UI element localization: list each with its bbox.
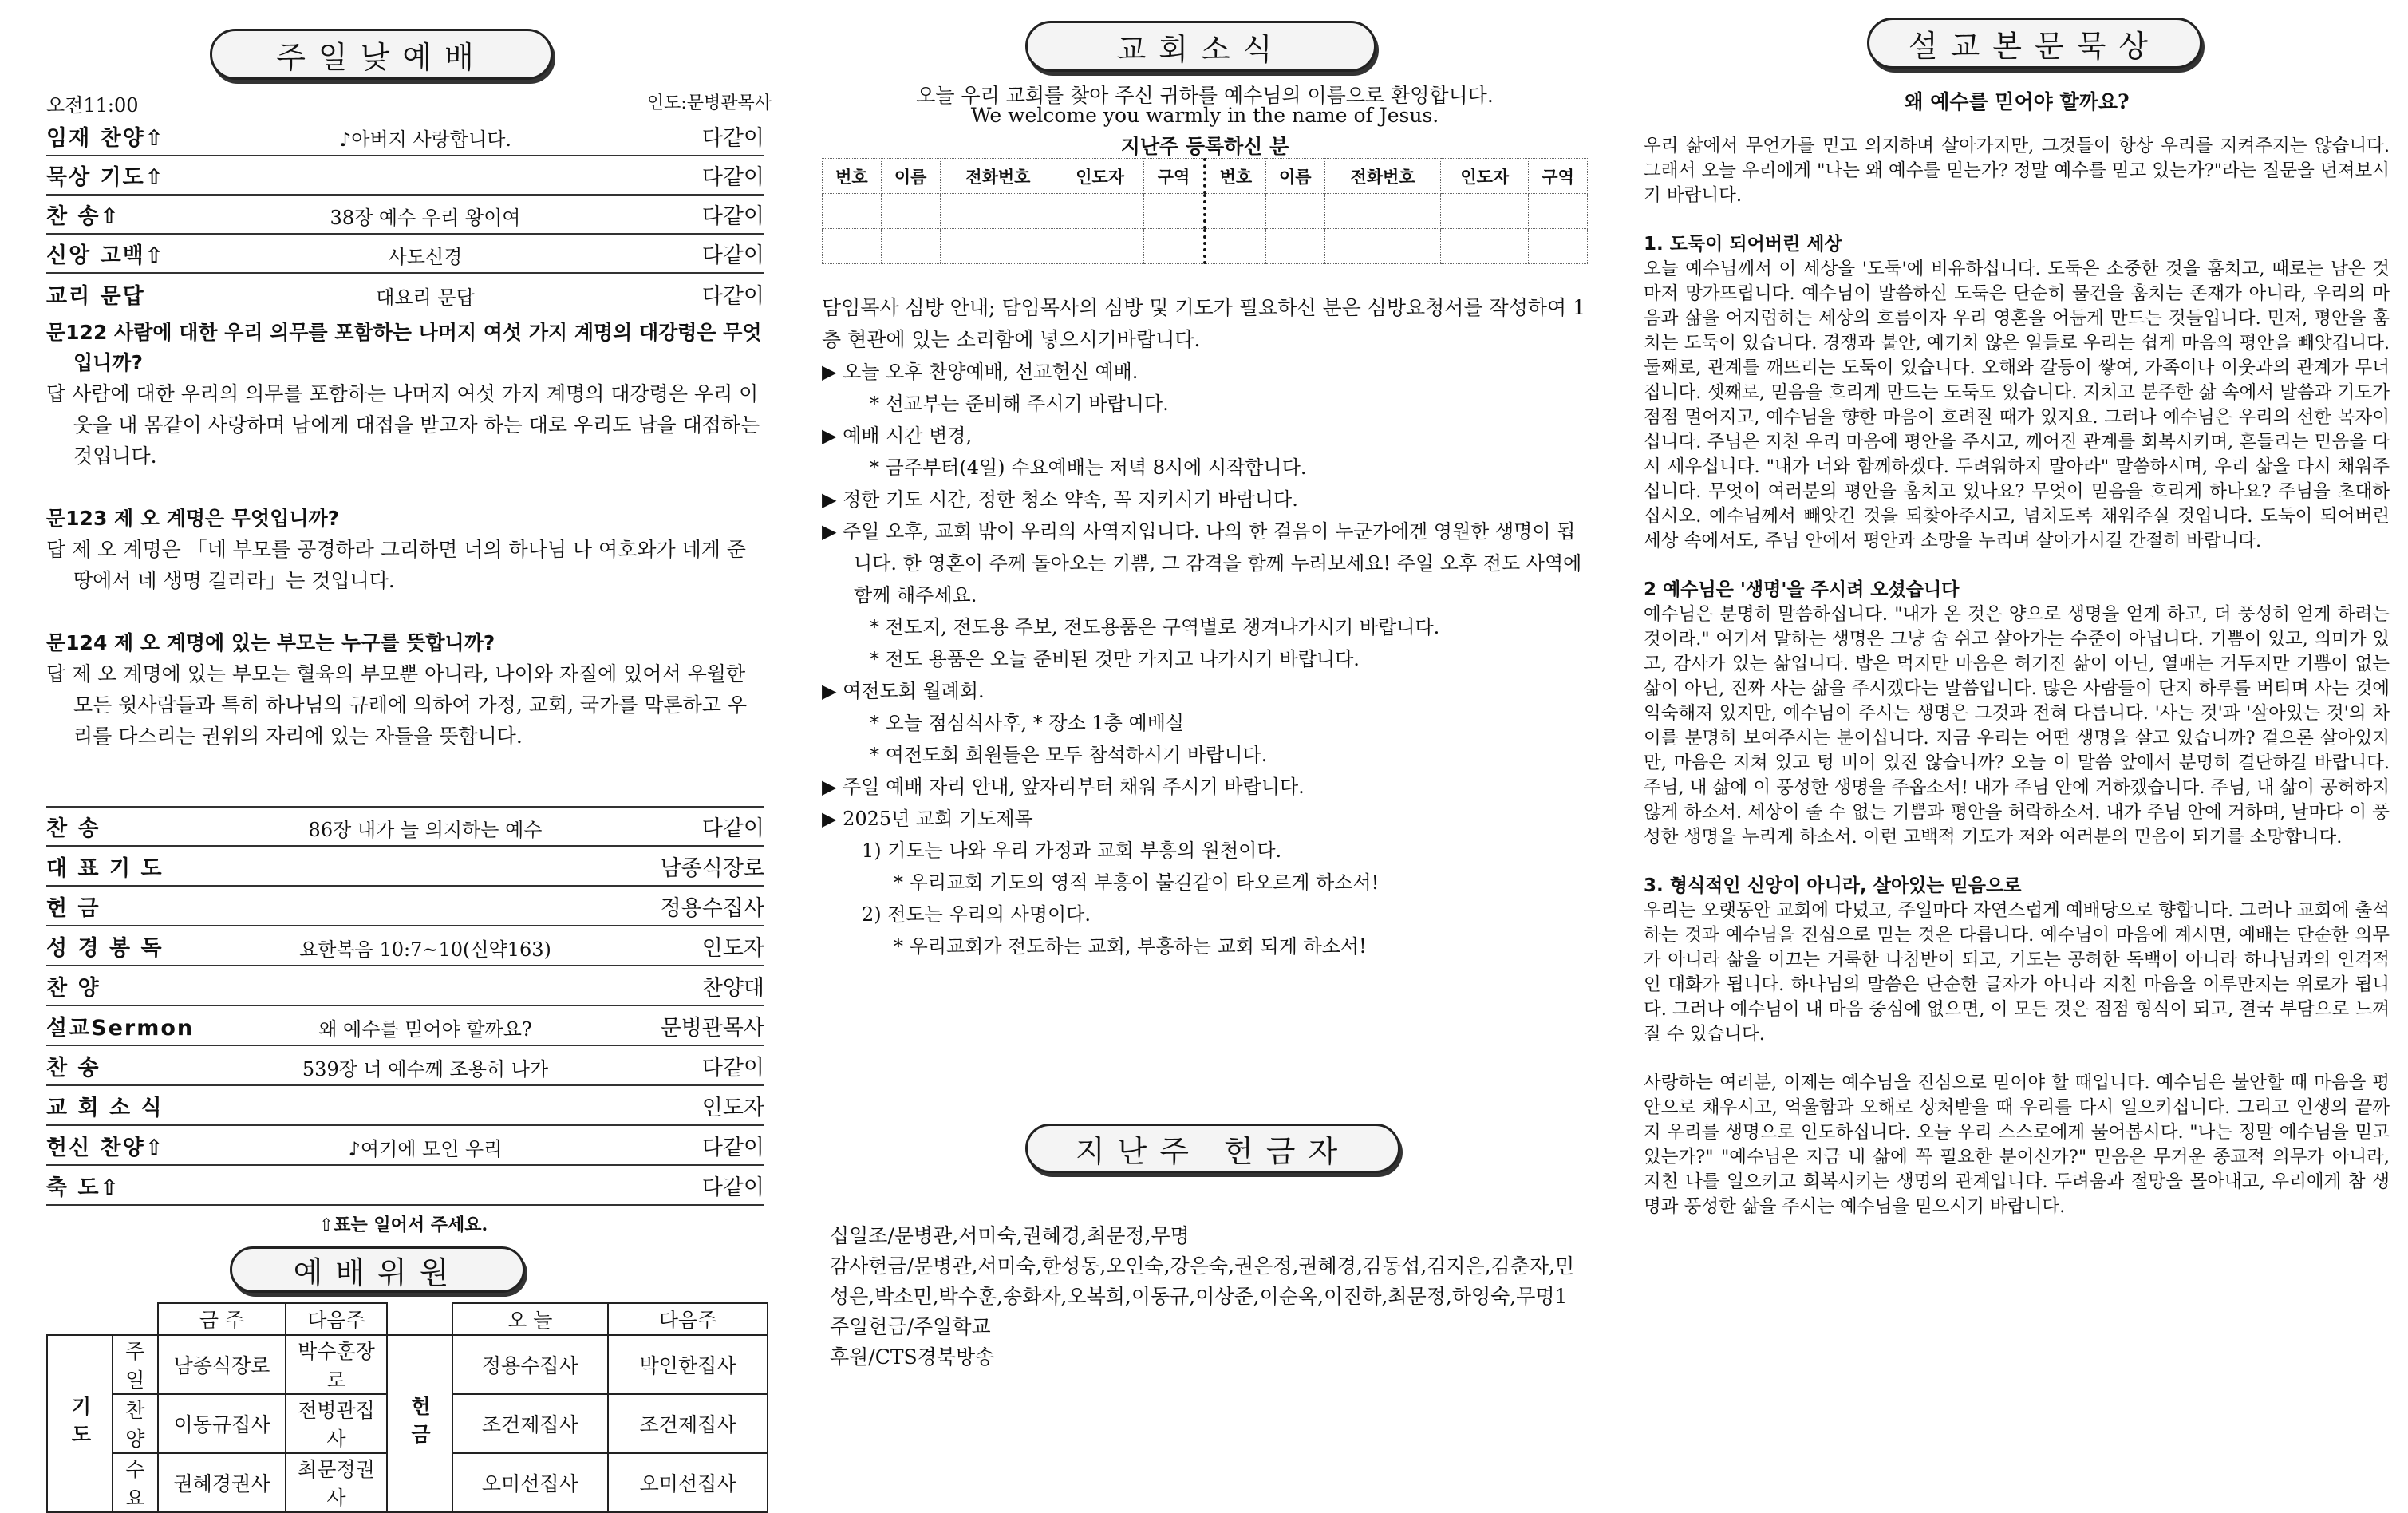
sermon-column — [1644, 0, 2390, 1455]
announcement-item: * 여전도회 회원들은 모두 참석하시기 바랍니다. — [870, 744, 1268, 766]
news-title: 교회소식 — [1025, 21, 1376, 72]
order-row: 성 경 봉 독 요한복음 10:7~10(신약163) 인도자 — [46, 930, 764, 966]
registration-title: 지난주 등록하신 분 — [1120, 135, 1289, 158]
announcement-item: ▶ 주일 예배 자리 안내, 앞자리부터 채워 주시기 바랍니다. — [822, 776, 1305, 798]
question-123: 문123 제 오 계명은 무엇입니까? — [46, 507, 340, 530]
sermon-paragraph: 오늘 예수님께서 이 세상을 '도둑'에 비유하십니다. 도둑은 소중한 것을 훔치고, 때로는 남은 것마저 망가뜨립니다. 예수님이 말씀하신 도둑은 단순히 물건을 훔치는 존재가 아니라, 우리의 마음과 삶을 어지럽히는 세상의 흐름이자 우리 영혼을 어둡게 만드는 것들입니다. 먼저, 평안을 훔치는 도둑이 있습니다. 경쟁과 불안, 예기치 않은 일들로 우리는 쉽게 마음의 평안을 빼앗깁니다. 둘째로, 관계를 깨뜨리는 도둑이 있습니다. 오해와 갈등이 쌓여, 가족이나 이웃과의 관계가 무너집니다. 셋째로, 믿음을 흐리게 만드는 도둑도 있습니다. 지치고 분주한 삶 속에서 말씀과 기도가 점점 멀어지고, 예수님을 향한 마음이 흐려질 때가 있지요. 그러나 예수님은 우리의 선한 목자이십니다. 주님은 지친 우리 마음에 평안을 주시고, 깨어진 관계를 회복시키며, 흔들리는 믿음을 다시 세우십니다. "내가 너와 함께하겠다. 두려워하지 말아라" 말씀하시며, 우리 삶을 다시 채워주십니다. 무엇이 여러분의 평안을 훔치고 있나요? 무엇이 믿음을 흐리게 하나요? 주님을 초대하십시오. 예수님께서 빼앗긴 것을 되찾아주시고, 넘치도록 채워주실 것입니다. 도둑이 되어버린 세상 속에서도, 주님 안에서 평안과 소망을 누리며 살아가시길 간절히 바랍니다. — [1644, 259, 2390, 551]
announcement-item: * 오늘 점심식사후, * 장소 1층 예배실 — [870, 712, 1185, 734]
offering-list — [830, 1221, 1588, 1373]
worship-order-column — [38, 0, 772, 1510]
order-divider — [46, 806, 764, 808]
announcement-item: 2) 전도는 우리의 사명이다. — [862, 903, 1091, 926]
sermon-heading: 1. 도둑이 되어버린 세상 — [1644, 234, 1842, 255]
announcement-item: ▶ 오늘 오후 찬양예배, 선교헌신 예배. — [822, 361, 1139, 383]
welcome-english: We welcome you warmly in the name of Jesus. — [970, 104, 1439, 127]
sermon-heading: 3. 형식적인 신앙이 아니라, 살아있는 믿음으로 — [1644, 875, 2022, 896]
catechism — [46, 318, 764, 752]
staff-title: 예배위원 — [230, 1246, 525, 1293]
order-row: 헌 금 정용수집사 — [46, 890, 764, 926]
order-row: 임재 찬양⇧ ♪아버지 사랑합니다. 다같이 — [46, 120, 764, 156]
worship-leader: 인도:문병관목사 — [646, 93, 772, 113]
order-row: 찬 송 539장 너 예수께 조용히 나가 다같이 — [46, 1049, 764, 1086]
order-row: 대 표 기 도 남종식장로 — [46, 850, 764, 887]
order-row: 찬 양 찬양대 — [46, 970, 764, 1006]
welcome-korean: 오늘 우리 교회를 찾아 주신 귀하를 예수님의 이름으로 환영합니다. — [916, 84, 1494, 107]
sermon-meditation-title: 설교본문묵상 — [1867, 18, 2202, 69]
announcement-item: * 우리교회 기도의 영적 부흥이 불길같이 타오르게 하소서! — [894, 871, 1380, 894]
announcement-item: * 전도 용품은 오늘 준비된 것만 가지고 나가시기 바랍니다. — [870, 648, 1360, 670]
sermon-subtitle: 왜 예수를 믿어야 할까요? — [1904, 90, 2130, 113]
announcement-item: * 금주부터(4일) 수요예배는 저녁 8시에 시작합니다. — [870, 456, 1307, 479]
announcement-item: * 전도지, 전도용 주보, 전도용품은 구역별로 챙겨나가시기 바랍니다. — [870, 616, 1440, 638]
offering-line: 감사헌금/문병관,서미숙,한성동,오인숙,강은숙,권은정,권혜경,김동섭,김지은,김춘자,민성은,박소민,박수훈,송화자,오복희,이동규,이상준,이순옥,이진하,최문정,하영숙,무명1 — [830, 1254, 1575, 1308]
answer-122: 답 사람에 대한 우리의 의무를 포함하는 나머지 여섯 가지 계명의 대강령은 우리 이웃을 내 몸같이 사랑하며 남에게 대접을 받고자 하는 대로 우리도 남을 대접하는 것입니다. — [46, 382, 760, 468]
offering-line: 주일헌금/주일학교 — [830, 1315, 991, 1338]
announcement-item: * 선교부는 준비해 주시기 바랍니다. — [870, 393, 1169, 415]
answer-123: 답 제 오 계명은 「네 부모를 공경하라 그리하면 너의 하나님 나 여호와가 네게 준 땅에서 네 생명 길리라」는 것입니다. — [46, 538, 746, 592]
answer-124: 답 제 오 계명에 있는 부모는 혈육의 부모뿐 아니라, 나이와 자질에 있어서 우월한 모든 윗사람들과 특히 하나님의 규례에 의하여 가정, 교회, 국가를 막론하고 우리를 다스리는 권위의 자리에 있는 자들을 뜻합니다. — [46, 662, 748, 748]
order-row: 찬 송⇧ 38장 예수 우리 왕이여 다같이 — [46, 198, 764, 235]
question-124: 문124 제 오 계명에 있는 부모는 누구를 뜻합니까? — [46, 631, 495, 654]
offering-line: 십일조/문병관,서미숙,권혜경,최문정,무명 — [830, 1224, 1190, 1247]
announcement-item: * 우리교회가 전도하는 교회, 부흥하는 교회 되게 하소서! — [894, 935, 1367, 958]
sermon-body — [1644, 134, 2390, 1219]
worship-title: 주일낮예배 — [210, 29, 553, 80]
sermon-intro: 우리 삶에서 무언가를 믿고 의지하며 살아가지만, 그것들이 항상 우리를 지켜주지는 않습니다. 그래서 오늘 우리에게 "나는 왜 예수를 믿는가? 정말 예수를 믿고 있는가?"라는 질문을 던져보시기 바랍니다. — [1644, 136, 2390, 206]
visit-notice: 담임목사 심방 안내; 담임목사의 심방 및 기도가 필요하신 분은 심방요청서를 작성하여 1층 현관에 있는 소리함에 넣으시기바랍니다. — [822, 296, 1585, 351]
order-row: 설교Sermon 왜 예수를 믿어야 할까요? 문병관목사 — [46, 1009, 764, 1046]
staff-row: 수요 권혜경권사 최문정권사 오미선집사 오미선집사 — [47, 1453, 768, 1512]
question-122: 문122 사람에 대한 우리 의무를 포함하는 나머지 여섯 가지 계명의 대강령은 무엇입니까? — [46, 321, 762, 374]
order-row: 묵상 기도⇧ 다같이 — [46, 159, 764, 196]
announcement-item: ▶ 주일 오후, 교회 밖이 우리의 사역지입니다. 나의 한 걸음이 누군가에겐 영원한 생명이 됩니다. 한 영혼이 주께 돌아오는 기쁨, 그 감격을 함께 누려보세요! 주일 오후 전도 사역에 함께 해주세요. — [822, 520, 1582, 606]
order-row: 헌신 찬양⇧ ♪여기에 모인 우리 다같이 — [46, 1129, 764, 1166]
offering-title: 지난주 헌금자 — [1025, 1124, 1400, 1173]
announcement-item: 1) 기도는 나와 우리 가정과 교회 부흥의 원천이다. — [862, 839, 1282, 862]
sermon-paragraph: 예수님은 분명히 말씀하십니다. "내가 온 것은 양으로 생명을 얻게 하고, 더 풍성히 얻게 하려는 것이라." 여기서 말하는 생명은 그냥 숨 쉬고 살아가는 수준이 아닙니다. 기쁨이 있고, 의미가 있고, 감사가 있는 삶입니다. 밥은 먹지만 마음은 허기진 삶이 아닌, 열매는 거두지만 기쁨이 없는 삶이 아닌, 진짜 사는 삶을 주시겠다는 말씀입니다. 많은 사람들이 단지 하루를 버티며 사는 것에 익숙해져 있지만, 예수님이 주시는 생명은 그것과 전혀 다릅니다. '사는 것'과 '살아있는 것'의 차이를 분명히 보여주시는 분이십니다. 지금 우리는 어떤 생명을 살고 있습니까? 겉으론 살아있지만, 마음은 지쳐 있고 텅 비어 있진 않습니까? 오늘 이 말씀 앞에서 분명히 결단하길 바랍니다. 주님, 내 삶에 이 풍성한 생명을 주옵소서! 내가 주님 안에 거하겠습니다. 주님, 내 삶이 공허하지 않게 하소서. 세상이 줄 수 없는 기쁨과 평안을 허락하소서. 내가 주님 안에 거하며, 날마다 이 풍성한 생명을 누리게 하소서. 이런 고백적 기도가 저와 여러분의 믿음이 되기를 소망합니다. — [1644, 604, 2390, 847]
announcement-item: ▶ 정한 기도 시간, 정한 청소 약속, 꼭 지키시기 바랍니다. — [822, 488, 1298, 511]
order-row: 찬 송 86장 내가 늘 의지하는 예수 다같이 — [46, 810, 764, 847]
order-row: 신앙 고백⇧ 사도신경 다같이 — [46, 237, 764, 274]
announcement-item: ▶ 2025년 교회 기도제목 — [822, 808, 1033, 830]
sermon-paragraph: 사랑하는 여러분, 이제는 예수님을 진심으로 믿어야 할 때입니다. 예수님은 불안할 때 마음을 평안으로 채우시고, 억울함과 오해로 상처받을 때 우리를 다시 일으키십니다. 그리고 인생의 끝까지 우리를 생명으로 인도하십니다. 오늘 우리 스스로에게 물어봅시다. "나는 정말 예수님을 믿고 있는가?" "예수님은 지금 내 삶에 꼭 필요한 분이신가?" 믿음은 무거운 종교적 의무가 아니라, 지친 나를 일으키고 회복시키는 생명의 관계입니다. 두려움과 절망을 몰아내고, 우리에게 참 생명과 풍성한 삶을 주시는 예수님을 믿으시기 바랍니다. — [1644, 1073, 2390, 1217]
announcement-item: ▶ 여전도회 월례회. — [822, 680, 985, 702]
sermon-paragraph: 우리는 오랫동안 교회에 다녔고, 주일마다 자연스럽게 예배당으로 향합니다. 그러나 교회에 출석하는 것과 예수님을 진심으로 믿는 것은 다릅니다. 예수님이 마음에 계시면, 예배는 단순한 의무가 아니라 삶을 이끄는 거룩한 나침반이 되고, 기도는 공허한 독백이 아니라 하나님과의 인격적인 대화가 됩니다. 하나님의 말씀은 단순한 글자가 아니라 지친 마음을 어루만지는 위로가 됩니다. 그러나 예수님이 내 마음 중심에 없으면, 이 모든 것은 점점 형식이 되고, 결국 부담으로 느껴질 수 있습니다. — [1644, 900, 2390, 1045]
staff-table: 금 주 다음주 오 늘 다음주 기도 주일 남종식장로 박수훈장로 헌금 정용수집사 박인한집사 찬양 이동규집사 전병관집사 조건제집사 조건제집사 수요 권혜경권사 최문정권사 오미선집사 오미선집사 — [46, 1302, 768, 1513]
order-row: 교 회 소 식 인도자 — [46, 1089, 764, 1126]
staff-row: 기도 주일 남종식장로 박수훈장로 헌금 정용수집사 박인한집사 — [47, 1335, 768, 1394]
announcement-item: ▶ 예배 시간 변경, — [822, 425, 973, 447]
announcements — [822, 292, 1588, 962]
order-row: 교리 문답 대요리 문답 다같이 — [46, 284, 764, 309]
order-row: 축 도⇧ 다같이 — [46, 1169, 764, 1206]
registration-table: 번호 이름 전화번호 인도자 구역 번호 이름 전화번호 인도자 구역 — [822, 158, 1588, 264]
worship-time: 오전11:00 — [46, 94, 139, 117]
sermon-heading: 2 예수님은 '생명'을 주시려 오셨습니다 — [1644, 579, 1960, 600]
offering-line: 후원/CTS경북방송 — [830, 1345, 995, 1369]
staff-row: 찬양 이동규집사 전병관집사 조건제집사 조건제집사 — [47, 1394, 768, 1453]
stand-note: ⇧표는 일어서 주세요. — [318, 1215, 488, 1235]
news-column — [822, 0, 1588, 1455]
